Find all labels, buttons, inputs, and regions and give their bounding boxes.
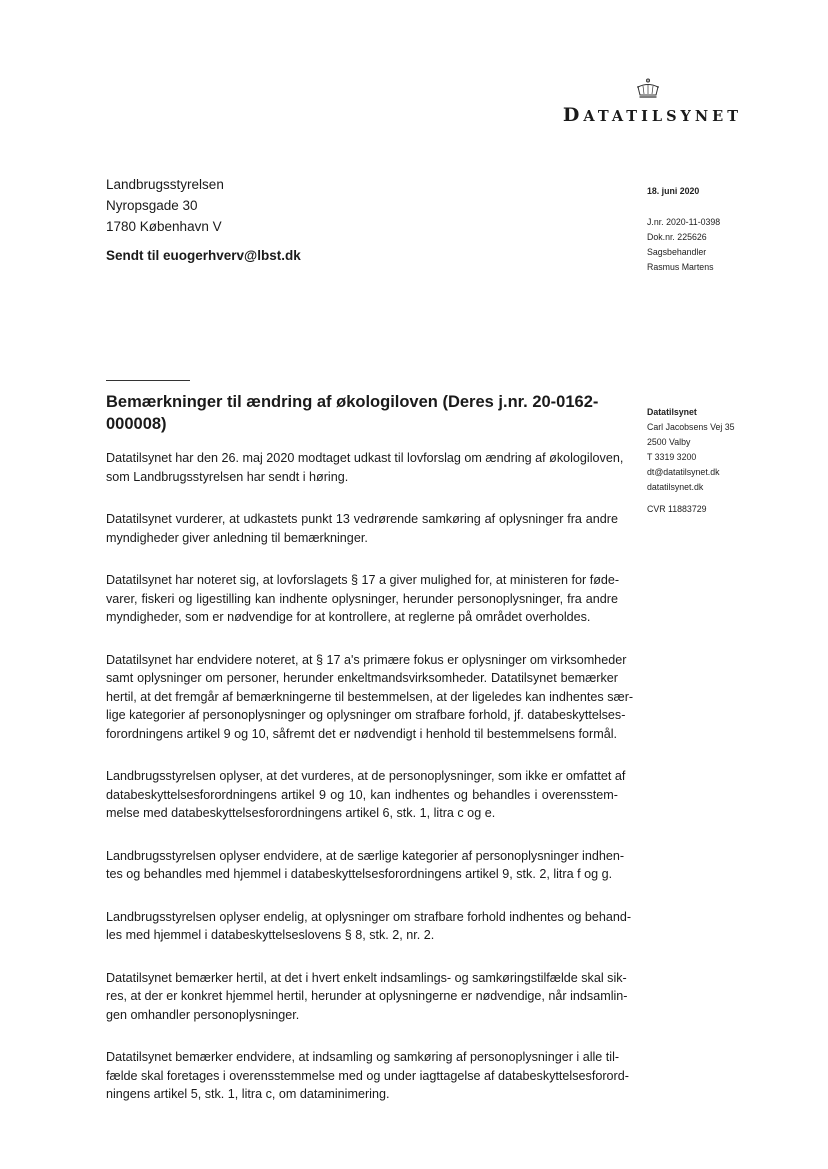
sender-email: dt@datatilsynet.dk [647,467,720,477]
caseworker-name: Rasmus Martens [647,262,714,272]
paragraph-line: hertil, at det fremgår af bemærkningerne til bestemmelsen, at der ligeledes kan indhentes sær- [106,689,634,704]
caseworker-label: Sagsbehandler [647,247,707,257]
sender-cvr: CVR 11883729 [647,504,707,514]
crown-icon [635,78,661,100]
paragraph-line: tes og behandles med hjemmel i databeskyttelsesforordningens artikel 9, stk. 2, litra f og g. [106,867,613,881]
body-paragraph [106,1048,629,1104]
recipient-street: Nyropsgade 30 [106,198,198,213]
sender-city: 2500 Valby [647,437,691,447]
case-reference-block [647,215,720,275]
recipient-city: 1780 København V [106,219,222,234]
paragraph-line: Landbrugsstyrelsen oplyser endelig, at oplysninger om strafbare forhold indhentes og behand- [106,909,632,924]
sent-to-line: Sendt til euogerhverv@lbst.dk [106,248,301,263]
paragraph-line: som Landbrugsstyrelsen har sendt i høring. [106,469,349,484]
paragraph-line: Datatilsynet har den 26. maj 2020 modtaget udkast til lovforslag om ændring af økologiloven, [106,451,624,465]
journal-number: J.nr. 2020-11-0398 [647,217,721,227]
recipient-name: Landbrugsstyrelsen [106,177,224,192]
letter-title-line: Bemærkninger til ændring af økologiloven (Deres j.nr. 20-0162- [106,393,599,411]
body-paragraph [106,847,625,884]
paragraph-line: lige kategorier af personoplysninger og oplysninger om strafbare forhold, jf. databeskyttelses- [106,708,626,722]
paragraph-line: gen omhandler personoplysninger. [106,1007,300,1022]
paragraph-line: Datatilsynet har noteret sig, at lovforslagets § 17 a giver mulighed for, at ministeren for føde- [106,573,620,587]
datatilsynet-logo [548,78,748,126]
paragraph-line: myndigheder, som er nødvendige for at kontrollere, at reglerne på området overholdes. [106,610,591,624]
letter-body [106,449,634,1128]
paragraph-line: databeskyttelsesforordningens artikel 9 og 10, kan indhentes og behandles i overensstem- [106,787,618,802]
paragraph-line: Datatilsynet bemærker hertil, at det i hvert enkelt indsamlings- og samkøringstilfælde skal sik- [106,970,627,985]
body-paragraph [106,969,628,1025]
sender-web: datatilsynet.dk [647,482,704,492]
date-block [647,184,699,199]
paragraph-line: forordningens artikel 9 og 10, såfremt det er nødvendigt i henhold til bestemmelsens formål. [106,726,618,741]
letter-title-line: 000008) [106,415,167,433]
letter-title [106,391,599,435]
paragraph-line: Landbrugsstyrelsen oplyser, at det vurderes, at de personoplysninger, som ikke er omfattet af [106,769,626,783]
sender-street: Carl Jacobsens Vej 35 [647,422,735,432]
sender-name: Datatilsynet [647,407,697,417]
paragraph-line: res, at der er konkret hjemmel hertil, herunder at oplysningerne er nødvendige, når indsamlin- [106,989,628,1003]
paragraph-line: Datatilsynet har endvidere noteret, at § 17 a's primære fokus er oplysninger om virksomheder [106,652,627,667]
cvr-block [647,502,707,517]
body-paragraph [106,767,626,823]
recipient-address [106,174,224,237]
document-number: Dok.nr. 225626 [647,232,707,242]
sender-address-block [647,405,735,495]
letter-date: 18. juni 2020 [647,186,700,196]
paragraph-line: Datatilsynet bemærker endvidere, at indsamling og samkøring af personoplysninger i alle til- [106,1050,620,1064]
body-paragraph [106,510,618,547]
paragraph-line: Landbrugsstyrelsen oplyser endvidere, at de særlige kategorier af personoplysninger indhen- [106,848,625,863]
logo-wordmark: DATATILSYNET [562,104,742,126]
paragraph-line: Datatilsynet vurderer, at udkastets punkt 13 vedrørende samkøring af oplysninger fra andre [106,512,618,526]
paragraph-line: varer, fiskeri og ligestilling kan indhente oplysninger, herunder personoplysninger, fra andre [106,591,618,606]
body-paragraph [106,449,624,486]
title-divider [106,380,190,381]
paragraph-line: ningens artikel 5, stk. 1, litra c, om dataminimering. [106,1087,390,1101]
paragraph-line: myndigheder giver anledning til bemærkninger. [106,530,368,545]
paragraph-line: samt oplysninger om personer, herunder enkeltmandsvirksomheder. Datatilsynet bemærker [106,671,618,685]
paragraph-line: fælde skal foretages i overensstemmelse med og under iagttagelse af databeskyttelsesforord- [106,1068,629,1083]
paragraph-line: melse med databeskyttelsesforordningens artikel 6, stk. 1, litra c og e. [106,806,496,820]
body-paragraph [106,908,632,945]
sender-phone: T 3319 3200 [647,452,697,462]
body-paragraph [106,571,618,627]
paragraph-line: les med hjemmel i databeskyttelseslovens § 8, stk. 2, nr. 2. [106,928,435,942]
body-paragraph [106,651,634,744]
